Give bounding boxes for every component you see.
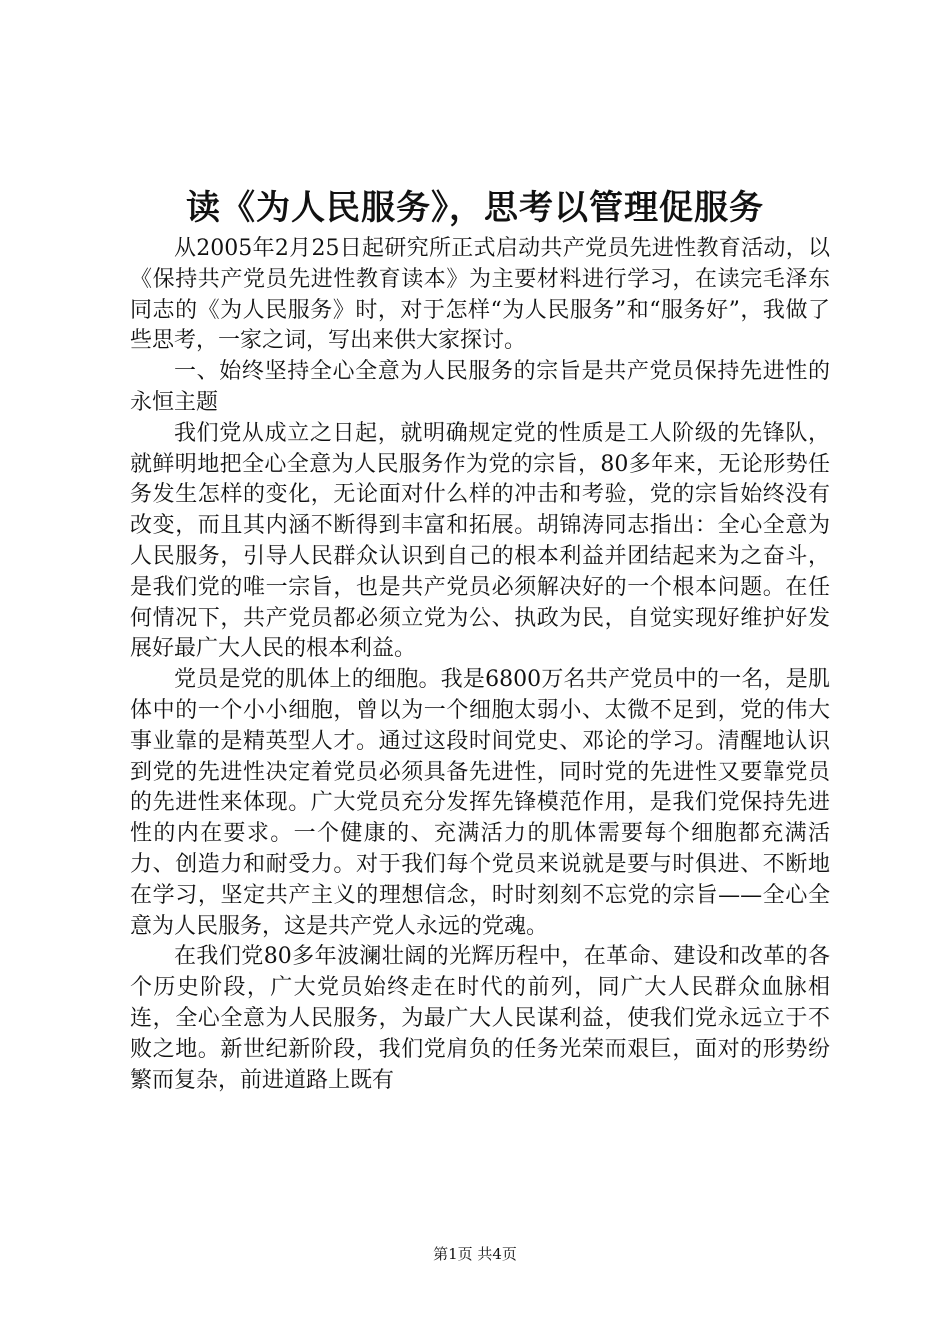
paragraph-party-member-cell: 党员是党的肌体上的细胞。我是6800万名共产党员中的一名，是肌体中的一个小小细胞，曾以为一个细胞太弱小、太微不足到，党的伟大事业靠的是精英型人才。通过这段时间党史、邓论的学习。清醒地认识到党的先进性决定着党员必须具备先进性，同时党的先进性又要靠党员的先进性来体现。广大党员充分发挥先锋模范作用，是我们党保持先进性的内在要求。一个健康的、充满活力的肌体需要每个细胞都充满活力、创造力和耐受力。对于我们每个党员来说就是要与时俱进、不断地在学习，坚定共产主义的理想信念，时时刻刻不忘党的宗旨——全心全意为人民服务，这是共产党人永远的党魂。	[130, 667, 830, 939]
document-title: 读《为人民服务》，思考以管理促服务	[186, 188, 764, 228]
paragraph-party-purpose: 我们党从成立之日起，就明确规定党的性质是工人阶级的先锋队，就鲜明地把全心全意为人民服务作为党的宗旨，80多年来，无论形势任务发生怎样的变化，无论面对什么样的冲击和考验，党的宗旨始终没有改变，而且其内涵不断得到丰富和拓展。胡锦涛同志指出：全心全意为人民服务，引导人民群众认识到自己的根本利益并团结起来为之奋斗，是我们党的唯一宗旨，也是共产党员必须解决好的一个根本问题。在任何情况下，共产党员都必须立党为公、执政为民，自觉实现好维护好发展好最广大人民的根本利益。	[130, 420, 830, 662]
document-body	[130, 234, 830, 1096]
section-heading-1: 一、始终坚持全心全意为人民服务的宗旨是共产党员保持先进性的永恒主题	[130, 359, 830, 415]
page-number-footer: 第1页 共4页	[433, 1245, 517, 1263]
paragraph-party-history: 在我们党80多年波澜壮阔的光辉历程中，在革命、建设和改革的各个历史阶段，广大党员始终走在时代的前列，同广大人民群众血脉相连，全心全意为人民服务，为最广大人民谋利益，使我们党永远立于不败之地。新世纪新阶段，我们党肩负的任务光荣而艰巨，面对的形势纷繁而复杂，前进道路上既有	[130, 944, 830, 1093]
paragraph-intro: 从2005年2月25日起研究所正式启动共产党员先进性教育活动，以《保持共产党员先进性教育读本》为主要材料进行学习，在读完毛泽东同志的《为人民服务》时，对于怎样“为人民服务”和“服务好”，我做了些思考，一家之词，写出来供大家探讨。	[130, 236, 830, 354]
